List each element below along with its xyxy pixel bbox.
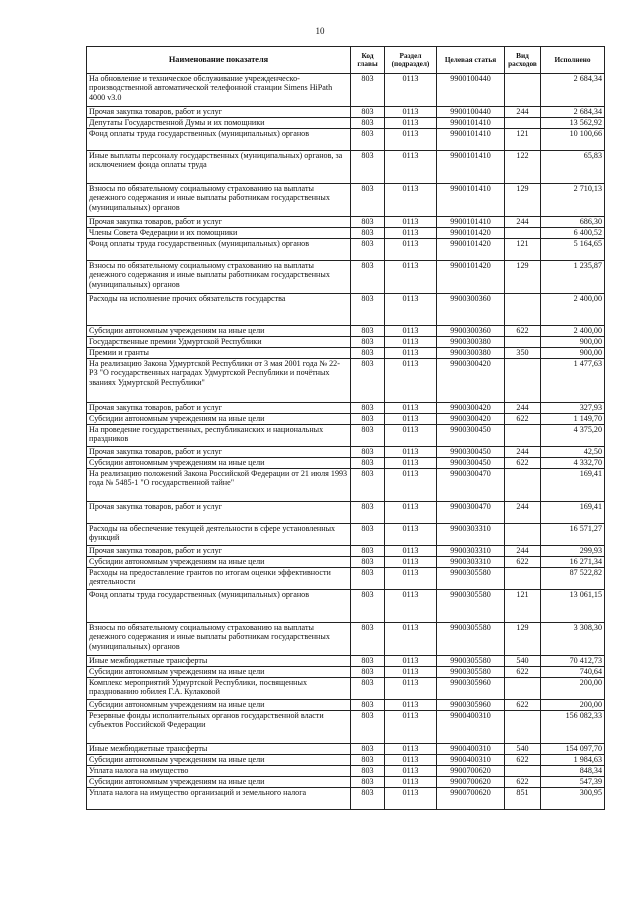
cell-section: 0113 [385, 623, 437, 656]
table-row [87, 261, 605, 294]
cell-target-article: 9900300420 [437, 359, 505, 403]
cell-chapter-code: 803 [351, 326, 385, 337]
cell-target-article: 9900101410 [437, 184, 505, 217]
cell-section: 0113 [385, 568, 437, 590]
cell-executed-amount: 42,50 [541, 447, 605, 458]
cell-section: 0113 [385, 129, 437, 151]
cell-indicator-name: На проведение государственных, республиканских и национальных праздников [87, 425, 351, 447]
cell-section: 0113 [385, 326, 437, 337]
cell-chapter-code: 803 [351, 546, 385, 557]
cell-chapter-code: 803 [351, 667, 385, 678]
table-row [87, 348, 605, 359]
cell-indicator-name: Депутаты Государственной Думы и их помощники [87, 118, 351, 129]
cell-expense-type: 622 [505, 755, 541, 766]
table-row [87, 425, 605, 447]
cell-section: 0113 [385, 74, 437, 107]
cell-executed-amount: 1 149,70 [541, 414, 605, 425]
cell-target-article: 9900305960 [437, 700, 505, 711]
header-section: Раздел (подраздел) [385, 47, 437, 74]
cell-section: 0113 [385, 228, 437, 239]
cell-chapter-code: 803 [351, 755, 385, 766]
cell-target-article: 9900300450 [437, 458, 505, 469]
cell-chapter-code: 803 [351, 678, 385, 700]
cell-section: 0113 [385, 184, 437, 217]
cell-expense-type [505, 337, 541, 348]
cell-expense-type: 121 [505, 590, 541, 623]
cell-section: 0113 [385, 524, 437, 546]
table-row [87, 239, 605, 261]
cell-expense-type: 244 [505, 107, 541, 118]
table-row [87, 337, 605, 348]
cell-expense-type: 622 [505, 557, 541, 568]
table-row [87, 228, 605, 239]
cell-expense-type: 851 [505, 788, 541, 810]
table-row [87, 590, 605, 623]
header-target-article: Целевая статья [437, 47, 505, 74]
cell-chapter-code: 803 [351, 118, 385, 129]
cell-expense-type: 622 [505, 700, 541, 711]
cell-chapter-code: 803 [351, 294, 385, 326]
cell-target-article: 9900400310 [437, 755, 505, 766]
cell-executed-amount: 65,83 [541, 151, 605, 184]
cell-target-article: 9900100440 [437, 107, 505, 118]
cell-executed-amount: 5 164,65 [541, 239, 605, 261]
table-row [87, 107, 605, 118]
cell-executed-amount: 547,39 [541, 777, 605, 788]
cell-target-article: 9900300420 [437, 403, 505, 414]
cell-target-article: 9900101410 [437, 217, 505, 228]
header-chapter-code: Код главы [351, 47, 385, 74]
cell-section: 0113 [385, 700, 437, 711]
cell-expense-type: 622 [505, 326, 541, 337]
cell-target-article: 9900303310 [437, 557, 505, 568]
table-row [87, 711, 605, 744]
cell-chapter-code: 803 [351, 568, 385, 590]
cell-chapter-code: 803 [351, 239, 385, 261]
table-row [87, 568, 605, 590]
cell-target-article: 9900700620 [437, 788, 505, 810]
cell-section: 0113 [385, 261, 437, 294]
cell-target-article: 9900101410 [437, 129, 505, 151]
cell-executed-amount: 169,41 [541, 469, 605, 502]
cell-target-article: 9900101410 [437, 118, 505, 129]
table-row [87, 557, 605, 568]
cell-executed-amount: 4 375,20 [541, 425, 605, 447]
cell-chapter-code: 803 [351, 129, 385, 151]
cell-section: 0113 [385, 469, 437, 502]
cell-target-article: 9900305580 [437, 623, 505, 656]
cell-executed-amount: 10 100,66 [541, 129, 605, 151]
cell-chapter-code: 803 [351, 590, 385, 623]
header-expense-type: Вид расходов [505, 47, 541, 74]
cell-expense-type [505, 74, 541, 107]
cell-chapter-code: 803 [351, 74, 385, 107]
cell-executed-amount: 169,41 [541, 502, 605, 524]
cell-section: 0113 [385, 118, 437, 129]
cell-target-article: 9900303310 [437, 524, 505, 546]
cell-section: 0113 [385, 755, 437, 766]
table-row [87, 700, 605, 711]
cell-executed-amount: 70 412,73 [541, 656, 605, 667]
cell-executed-amount: 2 684,34 [541, 74, 605, 107]
cell-indicator-name: Резервные фонды исполнительных органов государственной власти субъектов Российской Федерации [87, 711, 351, 744]
cell-target-article: 9900700620 [437, 777, 505, 788]
cell-indicator-name: Фонд оплаты труда государственных (муниципальных) органов [87, 239, 351, 261]
cell-chapter-code: 803 [351, 425, 385, 447]
cell-section: 0113 [385, 403, 437, 414]
cell-executed-amount: 156 082,33 [541, 711, 605, 744]
cell-expense-type: 244 [505, 502, 541, 524]
cell-executed-amount: 900,00 [541, 337, 605, 348]
cell-indicator-name: Прочая закупка товаров, работ и услуг [87, 403, 351, 414]
cell-expense-type: 129 [505, 623, 541, 656]
table-row [87, 74, 605, 107]
cell-executed-amount: 327,93 [541, 403, 605, 414]
cell-expense-type: 350 [505, 348, 541, 359]
cell-expense-type: 622 [505, 414, 541, 425]
cell-executed-amount: 2 400,00 [541, 326, 605, 337]
cell-chapter-code: 803 [351, 151, 385, 184]
cell-executed-amount: 13 562,92 [541, 118, 605, 129]
table-row [87, 623, 605, 656]
cell-indicator-name: Взносы по обязательному социальному страхованию на выплаты денежного содержания и иные выплаты работникам государственных (муниципальных) органов [87, 261, 351, 294]
cell-executed-amount: 16 271,34 [541, 557, 605, 568]
cell-indicator-name: Прочая закупка товаров, работ и услуг [87, 107, 351, 118]
page-number: 10 [315, 26, 325, 36]
cell-section: 0113 [385, 294, 437, 326]
table-row [87, 447, 605, 458]
table-row [87, 755, 605, 766]
cell-chapter-code: 803 [351, 469, 385, 502]
header-executed: Исполнено [541, 47, 605, 74]
cell-indicator-name: На обновление и техническое обслуживание учрежденческо-производственной автоматической телефонной станции Simens HiPath 4000 v3.0 [87, 74, 351, 107]
cell-section: 0113 [385, 239, 437, 261]
cell-indicator-name: Премии и гранты [87, 348, 351, 359]
cell-target-article: 9900300450 [437, 425, 505, 447]
cell-chapter-code: 803 [351, 700, 385, 711]
cell-section: 0113 [385, 667, 437, 678]
table-row [87, 129, 605, 151]
cell-expense-type [505, 294, 541, 326]
cell-expense-type: 244 [505, 447, 541, 458]
cell-executed-amount: 154 097,70 [541, 744, 605, 755]
table-row [87, 184, 605, 217]
cell-indicator-name: Фонд оплаты труда государственных (муниципальных) органов [87, 590, 351, 623]
cell-executed-amount: 1 477,63 [541, 359, 605, 403]
cell-chapter-code: 803 [351, 777, 385, 788]
cell-target-article: 9900305580 [437, 656, 505, 667]
cell-section: 0113 [385, 590, 437, 623]
cell-indicator-name: Расходы на предоставление грантов по итогам оценки эффективности деятельности [87, 568, 351, 590]
cell-indicator-name: Иные выплаты персоналу государственных (муниципальных) органов, за исключением фонда оплаты труда [87, 151, 351, 184]
cell-chapter-code: 803 [351, 623, 385, 656]
cell-target-article: 9900300450 [437, 447, 505, 458]
budget-execution-table [86, 46, 605, 810]
cell-executed-amount: 2 684,34 [541, 107, 605, 118]
cell-target-article: 9900305580 [437, 590, 505, 623]
cell-expense-type [505, 425, 541, 447]
table-row [87, 359, 605, 403]
cell-executed-amount: 16 571,27 [541, 524, 605, 546]
cell-expense-type: 121 [505, 239, 541, 261]
cell-executed-amount: 3 308,30 [541, 623, 605, 656]
cell-executed-amount: 300,95 [541, 788, 605, 810]
cell-chapter-code: 803 [351, 711, 385, 744]
cell-chapter-code: 803 [351, 217, 385, 228]
cell-indicator-name: На реализацию положений Закона Российской Федерации от 21 июля 1993 года № 5485-1 "О государственной тайне" [87, 469, 351, 502]
cell-executed-amount: 1 984,63 [541, 755, 605, 766]
cell-chapter-code: 803 [351, 359, 385, 403]
cell-indicator-name: Субсидии автономным учреждениям на иные цели [87, 667, 351, 678]
table-row [87, 678, 605, 700]
cell-indicator-name: Комплекс мероприятий Удмуртской Республики, посвященных празднованию юбилея Г.А. Кулаковой [87, 678, 351, 700]
cell-target-article: 9900101420 [437, 261, 505, 294]
cell-chapter-code: 803 [351, 744, 385, 755]
cell-target-article: 9900300360 [437, 326, 505, 337]
cell-section: 0113 [385, 546, 437, 557]
table-row [87, 414, 605, 425]
cell-target-article: 9900305580 [437, 667, 505, 678]
cell-indicator-name: Взносы по обязательному социальному страхованию на выплаты денежного содержания и иные выплаты работникам государственных (муниципальных) органов [87, 184, 351, 217]
cell-chapter-code: 803 [351, 184, 385, 217]
cell-indicator-name: Прочая закупка товаров, работ и услуг [87, 502, 351, 524]
cell-section: 0113 [385, 788, 437, 810]
cell-expense-type: 622 [505, 458, 541, 469]
header-indicator-name: Наименование показателя [87, 47, 351, 74]
cell-expense-type: 121 [505, 129, 541, 151]
cell-target-article: 9900300360 [437, 294, 505, 326]
table-row [87, 118, 605, 129]
cell-executed-amount: 200,00 [541, 700, 605, 711]
cell-executed-amount: 87 522,82 [541, 568, 605, 590]
cell-section: 0113 [385, 711, 437, 744]
cell-executed-amount: 740,64 [541, 667, 605, 678]
cell-expense-type: 622 [505, 777, 541, 788]
cell-indicator-name: Субсидии автономным учреждениям на иные цели [87, 414, 351, 425]
cell-chapter-code: 803 [351, 261, 385, 294]
cell-indicator-name: Субсидии автономным учреждениям на иные цели [87, 777, 351, 788]
cell-section: 0113 [385, 107, 437, 118]
cell-expense-type: 244 [505, 546, 541, 557]
table-row [87, 667, 605, 678]
table-row [87, 326, 605, 337]
table-row [87, 403, 605, 414]
cell-executed-amount: 848,34 [541, 766, 605, 777]
cell-section: 0113 [385, 766, 437, 777]
cell-expense-type: 540 [505, 656, 541, 667]
cell-indicator-name: Иные межбюджетные трансферты [87, 744, 351, 755]
cell-expense-type [505, 766, 541, 777]
cell-indicator-name: Прочая закупка товаров, работ и услуг [87, 546, 351, 557]
table-row [87, 151, 605, 184]
table-row [87, 744, 605, 755]
table-row [87, 458, 605, 469]
cell-executed-amount: 2 400,00 [541, 294, 605, 326]
cell-indicator-name: Расходы на обеспечение текущей деятельности в сфере установленных функций [87, 524, 351, 546]
cell-indicator-name: Иные межбюджетные трансферты [87, 656, 351, 667]
cell-chapter-code: 803 [351, 502, 385, 524]
cell-target-article: 9900300420 [437, 414, 505, 425]
cell-chapter-code: 803 [351, 414, 385, 425]
cell-target-article: 9900300470 [437, 469, 505, 502]
cell-section: 0113 [385, 557, 437, 568]
cell-section: 0113 [385, 337, 437, 348]
cell-indicator-name: Прочая закупка товаров, работ и услуг [87, 217, 351, 228]
table-row [87, 469, 605, 502]
cell-chapter-code: 803 [351, 788, 385, 810]
cell-indicator-name: Субсидии автономным учреждениям на иные цели [87, 557, 351, 568]
cell-target-article: 9900700620 [437, 766, 505, 777]
cell-executed-amount: 13 061,15 [541, 590, 605, 623]
cell-expense-type [505, 568, 541, 590]
cell-expense-type: 129 [505, 261, 541, 294]
cell-section: 0113 [385, 414, 437, 425]
cell-expense-type [505, 711, 541, 744]
cell-indicator-name: Субсидии автономным учреждениям на иные цели [87, 458, 351, 469]
cell-expense-type [505, 359, 541, 403]
cell-section: 0113 [385, 678, 437, 700]
cell-section: 0113 [385, 425, 437, 447]
cell-chapter-code: 803 [351, 557, 385, 568]
cell-indicator-name: Государственные премии Удмуртской Республики [87, 337, 351, 348]
cell-target-article: 9900303310 [437, 546, 505, 557]
table-row [87, 294, 605, 326]
cell-indicator-name: Уплата налога на имущество [87, 766, 351, 777]
cell-section: 0113 [385, 447, 437, 458]
cell-target-article: 9900400310 [437, 711, 505, 744]
cell-target-article: 9900300470 [437, 502, 505, 524]
cell-chapter-code: 803 [351, 107, 385, 118]
cell-target-article: 9900305580 [437, 568, 505, 590]
cell-target-article: 9900305960 [437, 678, 505, 700]
cell-chapter-code: 803 [351, 337, 385, 348]
cell-section: 0113 [385, 151, 437, 184]
cell-indicator-name: Субсидии автономным учреждениям на иные цели [87, 755, 351, 766]
table-row [87, 766, 605, 777]
cell-executed-amount: 4 332,70 [541, 458, 605, 469]
cell-expense-type [505, 228, 541, 239]
cell-section: 0113 [385, 502, 437, 524]
cell-target-article: 9900100440 [437, 74, 505, 107]
cell-chapter-code: 803 [351, 766, 385, 777]
table-row [87, 524, 605, 546]
table-row [87, 217, 605, 228]
cell-section: 0113 [385, 348, 437, 359]
cell-executed-amount: 6 400,52 [541, 228, 605, 239]
table-row [87, 788, 605, 810]
cell-chapter-code: 803 [351, 403, 385, 414]
cell-indicator-name: Уплата налога на имущество организаций и земельного налога [87, 788, 351, 810]
cell-section: 0113 [385, 744, 437, 755]
table-row [87, 502, 605, 524]
cell-indicator-name: Члены Совета Федерации и их помощники [87, 228, 351, 239]
cell-chapter-code: 803 [351, 656, 385, 667]
cell-indicator-name: Субсидии автономным учреждениям на иные цели [87, 326, 351, 337]
cell-chapter-code: 803 [351, 458, 385, 469]
cell-expense-type: 244 [505, 403, 541, 414]
cell-executed-amount: 200,00 [541, 678, 605, 700]
cell-expense-type: 129 [505, 184, 541, 217]
table-row [87, 546, 605, 557]
cell-section: 0113 [385, 777, 437, 788]
cell-expense-type [505, 678, 541, 700]
cell-expense-type: 540 [505, 744, 541, 755]
cell-indicator-name: Субсидии автономным учреждениям на иные цели [87, 700, 351, 711]
cell-expense-type [505, 524, 541, 546]
cell-expense-type [505, 469, 541, 502]
cell-expense-type: 244 [505, 217, 541, 228]
cell-expense-type: 122 [505, 151, 541, 184]
cell-target-article: 9900300380 [437, 337, 505, 348]
table-body [87, 74, 605, 810]
cell-indicator-name: Прочая закупка товаров, работ и услуг [87, 447, 351, 458]
table-row [87, 777, 605, 788]
cell-expense-type [505, 118, 541, 129]
cell-indicator-name: Расходы на исполнение прочих обязательств государства [87, 294, 351, 326]
cell-target-article: 9900101410 [437, 151, 505, 184]
cell-indicator-name: Фонд оплаты труда государственных (муниципальных) органов [87, 129, 351, 151]
cell-executed-amount: 299,93 [541, 546, 605, 557]
cell-chapter-code: 803 [351, 228, 385, 239]
cell-executed-amount: 2 710,13 [541, 184, 605, 217]
cell-target-article: 9900400310 [437, 744, 505, 755]
cell-section: 0113 [385, 458, 437, 469]
cell-chapter-code: 803 [351, 447, 385, 458]
cell-executed-amount: 1 235,87 [541, 261, 605, 294]
cell-expense-type: 622 [505, 667, 541, 678]
cell-section: 0113 [385, 359, 437, 403]
table-header-row [87, 47, 605, 74]
cell-indicator-name: На реализацию Закона Удмуртской Республики от 3 мая 2001 года № 22-РЗ "О государственных наградах Удмуртской Республики и почётных званиях Удмуртской Республики" [87, 359, 351, 403]
cell-chapter-code: 803 [351, 524, 385, 546]
table-row [87, 656, 605, 667]
cell-indicator-name: Взносы по обязательному социальному страхованию на выплаты денежного содержания и иные выплаты работникам государственных (муниципальных) органов [87, 623, 351, 656]
cell-section: 0113 [385, 217, 437, 228]
cell-target-article: 9900300380 [437, 348, 505, 359]
cell-section: 0113 [385, 656, 437, 667]
cell-chapter-code: 803 [351, 348, 385, 359]
cell-executed-amount: 686,30 [541, 217, 605, 228]
cell-target-article: 9900101420 [437, 228, 505, 239]
cell-target-article: 9900101420 [437, 239, 505, 261]
cell-executed-amount: 900,00 [541, 348, 605, 359]
